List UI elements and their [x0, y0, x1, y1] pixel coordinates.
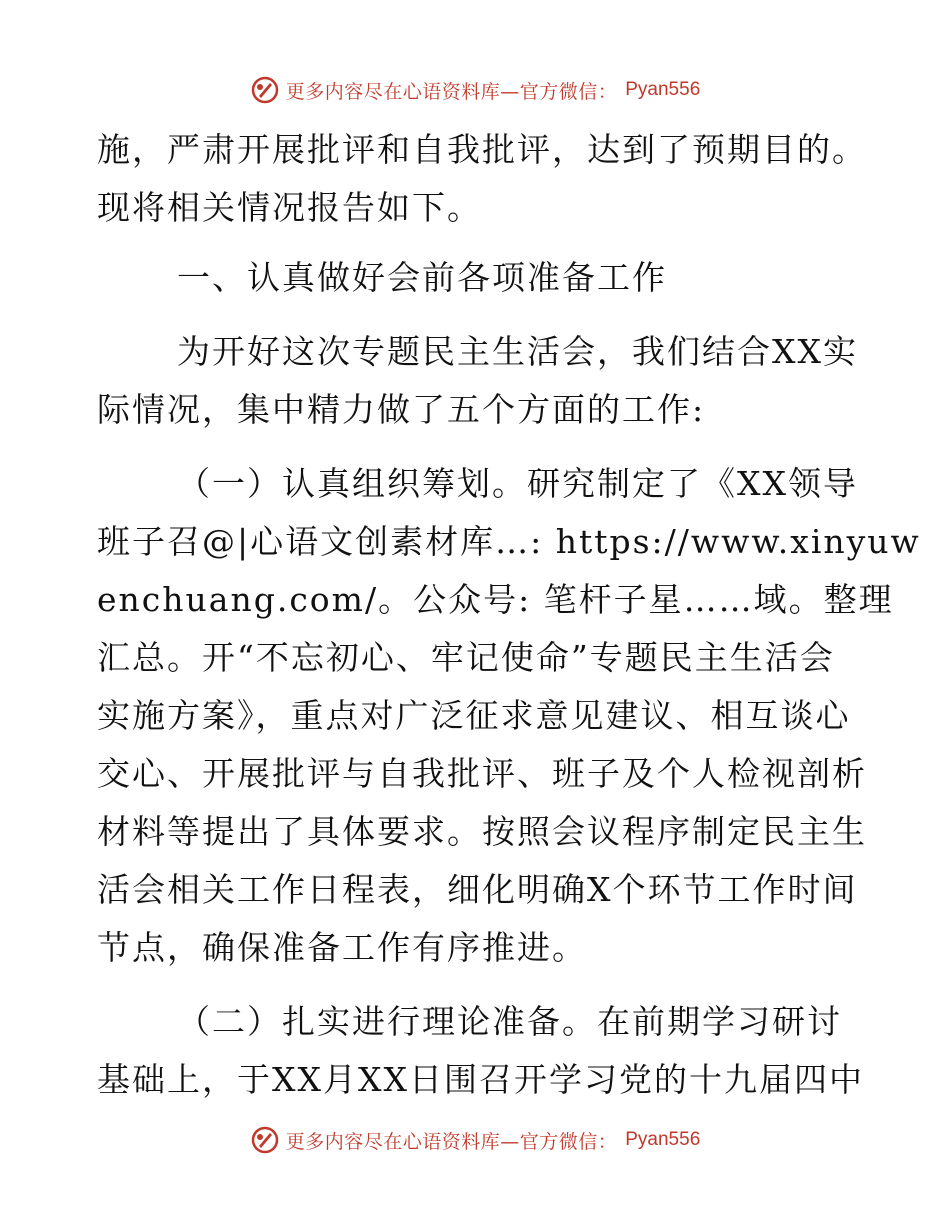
header-watermark — [0, 70, 950, 110]
watermark-account: Pyan556 — [625, 79, 701, 100]
text-line: 交心、开展批评与自我批评、班子及个人检视剖析 — [97, 754, 867, 793]
footer-watermark — [0, 1120, 950, 1160]
watermark-text: 更多内容尽在心语资料库—官方微信： — [285, 1130, 618, 1153]
text-line: enchuang.com/。公众号: 笔杆子星……域。整理 — [97, 580, 894, 619]
text-line: 活会相关工作日程表，细化明确X个环节工作时间 — [97, 870, 858, 909]
watermark-account: Pyan556 — [625, 1129, 701, 1150]
text-line: 基础上，于XX月XX日围召开学习党的十九届四中 — [97, 1060, 864, 1099]
text-line: 实施方案》，重点对广泛征求意见建议、相互谈心 — [97, 696, 851, 735]
text-line: （二）扎实进行理论准备。在前期学习研讨 — [177, 1002, 842, 1041]
quill-logo-icon — [250, 1125, 280, 1155]
text-line: 节点，确保准备工作有序推进。 — [97, 928, 587, 967]
section-heading: 一、认真做好会前各项准备工作 — [177, 258, 667, 297]
text-line: 材料等提出了具体要求。按照会议程序制定民主生 — [97, 812, 867, 851]
text-line: 现将相关情况报告如下。 — [97, 188, 482, 227]
text-line: （一）认真组织筹划。研究制定了《XX领导 — [177, 464, 858, 503]
text-line: 班子召@|心语文创素材库…: https://www.xinyuw — [97, 522, 921, 561]
text-line: 际情况，集中精力做了五个方面的工作: — [97, 390, 706, 429]
text-line: 为开好这次专题民主生活会，我们结合XX实 — [177, 332, 858, 371]
text-line: 汇总。开“不忘初心、牢记使命”专题民主生活会 — [97, 638, 835, 677]
text-line: 施，严肃开展批评和自我批评，达到了预期目的。 — [97, 130, 867, 169]
quill-logo-icon — [250, 75, 280, 105]
watermark-text: 更多内容尽在心语资料库—官方微信： — [285, 80, 618, 103]
